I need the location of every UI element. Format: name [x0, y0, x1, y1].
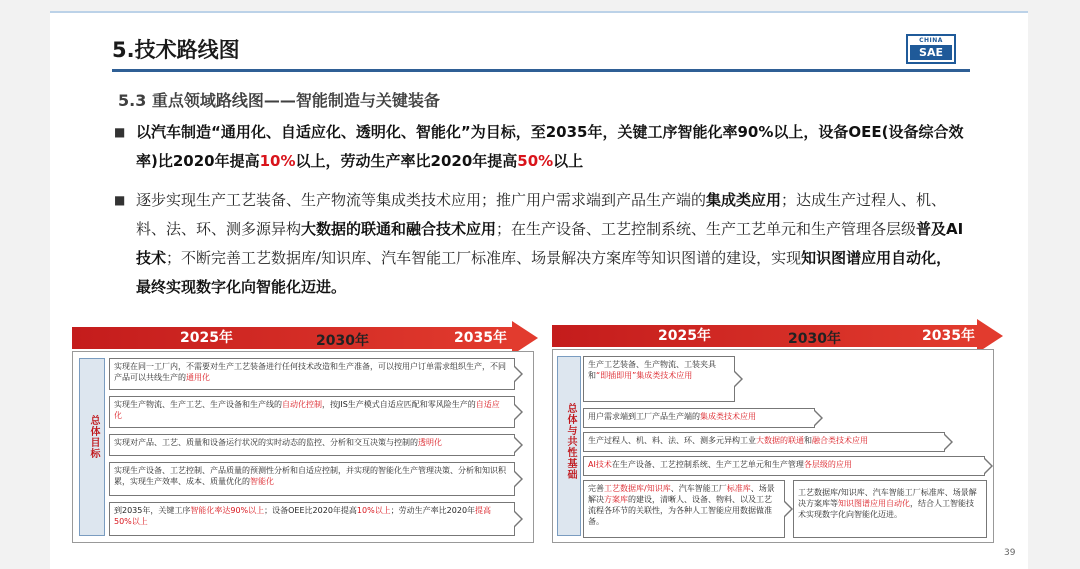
timeline-band: [72, 327, 512, 349]
row-part: 完善: [588, 484, 604, 493]
row-arrow-inner: [513, 471, 521, 487]
row-part: 、汽车智能工厂: [670, 484, 727, 493]
bullet-2-part: ；不断完善工艺数据库/知识库、汽车智能工厂标准库、场景解决方案库等知识图谱的建设，实现: [166, 249, 802, 267]
foundation-row-text: [798, 487, 978, 520]
page-number: 39: [1004, 548, 1016, 558]
foundation-row-text: [588, 435, 936, 446]
row-arrow-inner: [943, 434, 951, 450]
foundation-row-text: [588, 359, 726, 381]
bullet-2: [114, 186, 964, 302]
row-arrow-inner: [513, 511, 521, 527]
row-arrow-inner: [813, 410, 821, 426]
goal-row: [109, 502, 515, 536]
row-highlight: 工艺数据库/知识库: [604, 484, 671, 493]
row-part: 实现对产品、工艺、质量和设备运行状况的实时动态的监控、分析和交互决策与控制的: [114, 438, 418, 447]
foundation-row: [583, 432, 945, 452]
year-label: 2035年: [922, 328, 975, 344]
timeline-band: [552, 325, 977, 347]
row-part: 、场景解决: [588, 484, 775, 504]
goal-row: [109, 462, 515, 496]
logo-text-top: CHINA: [919, 37, 943, 44]
square-bullet-icon: ■: [114, 193, 126, 207]
row-highlight: 智能化: [250, 477, 274, 486]
bullet-1-text: [114, 118, 964, 176]
row-part: 的建设，清晰人、设备、物料、以及工艺流程各环节的关联性，为各种人工智能应用数据做准备。: [588, 495, 772, 526]
row-part: ；设备OEE比2020年提高: [264, 506, 357, 515]
foundation-row: [583, 456, 985, 476]
bullet-2-text: [114, 186, 964, 302]
row-highlight: 通用化: [186, 373, 210, 382]
goal-row-text: [114, 399, 506, 421]
bullet-2-bold: 集成类应用: [706, 191, 782, 209]
page-title: 5.技术路线图: [112, 38, 240, 62]
foundation-row: [583, 356, 735, 402]
row-part: 实现生产物流、生产工艺、生产设备和生产线的: [114, 400, 282, 409]
logo-text-bottom: SAE: [910, 45, 952, 60]
timeline-arrow-left: [72, 327, 542, 349]
row-arrow-inner: [513, 437, 521, 453]
bullet-2-part: ；达成生产过程人、机、料、法、环、测多源异构: [136, 191, 947, 238]
title-divider: [112, 69, 970, 72]
bullet-1-part: 以汽车制造“通用化、自适应化、透明化、智能化”为目标，至2035年，关键工序智能化率90%以上，设备OEE(设备综合效率)比2020年提高: [136, 123, 964, 170]
row-part: 在生产设备、工艺控制系统、生产工艺单元和生产管理: [611, 460, 804, 469]
row-highlight: 集成类技术应用: [700, 412, 756, 421]
row-label: 总体目标: [88, 415, 99, 459]
row-highlight: 自动化控制: [282, 400, 322, 409]
row-arrow-inner: [733, 371, 741, 387]
foundation-row: [793, 480, 987, 538]
arrow-head-icon: [512, 321, 538, 355]
foundation-row: [583, 480, 785, 538]
bullet-1-highlight: 50%: [517, 152, 554, 170]
goal-row-text: [114, 437, 506, 448]
row-label-box: [79, 358, 105, 536]
year-label: 2030年: [788, 331, 841, 347]
row-highlight: 大数据的联通: [756, 436, 804, 445]
row-arrow-inner: [513, 404, 521, 420]
goal-row: [109, 358, 515, 390]
foundation-row: [583, 408, 815, 428]
bullet-2-bold: 知识图谱应用自动化，最终实现数字化向智能化迈进。: [136, 249, 952, 296]
timeline-panel-right: [552, 349, 994, 543]
row-highlight: 自适应化: [114, 400, 500, 420]
row-label: 总体与共性基础: [565, 403, 576, 480]
row-part: 生产工艺装备、生产物流、工装夹具和: [588, 360, 716, 380]
row-part: ，结合人工智能技术实现数字化向智能化迈进。: [798, 499, 974, 519]
row-arrow-inner: [783, 501, 791, 517]
row-highlight: 透明化: [418, 438, 442, 447]
bullet-2-bold: 大数据的联通和融合技术应用: [301, 220, 497, 238]
row-highlight: 方案库: [604, 495, 628, 504]
year-label: 2025年: [658, 328, 711, 344]
row-highlight: AI技术: [588, 460, 612, 469]
goal-row: [109, 396, 515, 428]
china-sae-logo: [906, 34, 956, 64]
arrow-head-icon: [977, 319, 1003, 353]
row-part: 生产过程人、机、料、法、环、测多元异构工业: [588, 436, 756, 445]
row-arrow-inner: [513, 366, 521, 382]
row-highlight: 融合类技术应用: [812, 436, 868, 445]
row-highlight: “即插即用”集成类技术应用: [596, 371, 693, 380]
row-part: 实现生产设备、工艺控制、产品质量的预测性分析和自适应控制，并实现的智能化生产管理决策、分析和知识积累，实现生产效率、成本、质量优化的: [114, 466, 506, 486]
bullet-2-part: 逐步实现生产工艺装备、生产物流等集成类技术应用；推广用户需求端到产品生产端的: [136, 191, 707, 209]
row-highlight: 知识图谱应用自动化: [838, 499, 910, 508]
row-part: 和: [804, 436, 812, 445]
goal-row: [109, 434, 515, 456]
bullet-1-part: 以上: [553, 152, 584, 170]
goal-row-text: [114, 505, 506, 527]
bullet-2-bold: 普及AI技术: [136, 220, 964, 267]
bullet-1-highlight: 10%: [259, 152, 296, 170]
foundation-row-text: [588, 459, 976, 470]
section-subtitle: 5.3 重点领域路线图——智能制造与关键装备: [118, 91, 440, 110]
row-label-box: [557, 356, 581, 536]
row-arrow-inner: [983, 458, 991, 474]
square-bullet-icon: ■: [114, 125, 126, 139]
year-label: 2025年: [180, 330, 233, 346]
row-part: 工艺数据库/知识库、汽车智能工厂标准库、场景解决方案库等: [798, 488, 977, 508]
row-highlight: 各层级的应用: [803, 460, 852, 469]
row-part: 到2035年，关键工序: [114, 506, 191, 515]
bullet-1: [114, 118, 964, 176]
row-highlight: 10%以上: [356, 506, 391, 515]
goal-row-text: [114, 361, 506, 383]
foundation-row-text: [588, 411, 806, 422]
timeline-arrow-right: [552, 325, 1006, 347]
row-part: ；劳动生产率比2020年: [390, 506, 476, 515]
goal-row-text: [114, 465, 506, 487]
foundation-row-text: [588, 483, 776, 527]
year-label: 2035年: [454, 330, 507, 346]
row-part: 用户需求端到工厂产品生产端的: [588, 412, 700, 421]
row-part: 实现在同一工厂内，不需要对生产工艺装备进行任何技术改造和生产准备，可以按用户订单需求组织生产，不同产品可以共线生产的: [114, 362, 506, 382]
timeline-panel-left: [72, 351, 534, 543]
bullet-1-part: 以上，劳动生产率比2020年提高: [295, 152, 518, 170]
row-highlight: 智能化率达90%以上: [190, 506, 265, 515]
row-part: ，按JIS生产模式自适应匹配和零风险生产的: [322, 400, 476, 409]
year-label: 2030年: [316, 333, 369, 349]
row-highlight: 标准库: [726, 484, 751, 493]
bullet-2-part: ；在生产设备、工艺控制系统、生产工艺单元和生产管理各层级: [496, 220, 917, 238]
row-highlight: 提高50%以上: [114, 506, 492, 526]
